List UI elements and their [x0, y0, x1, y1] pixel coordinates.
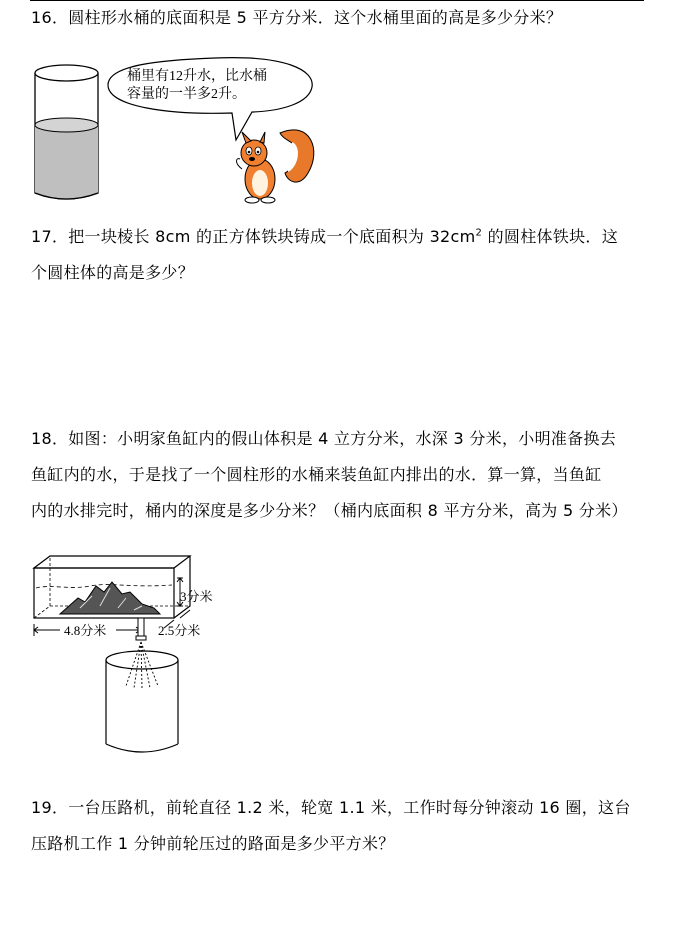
question-18 — [31, 421, 646, 529]
speech-bubble — [108, 58, 312, 140]
depth-label: 3分米 — [180, 589, 213, 604]
question-16-figure — [30, 55, 330, 219]
length-label: 4.8分米 — [64, 623, 107, 638]
water-spray — [126, 642, 158, 688]
rockery-icon — [60, 582, 160, 614]
question-18-figure — [30, 548, 230, 764]
question-18-line-3: 内的水排完时，桶内的深度是多少分米？（桶内底面积 8 平方分米，高为 5 分米） — [31, 501, 628, 520]
squirrel-icon — [237, 130, 314, 203]
fish-tank-diagram — [30, 548, 230, 760]
question-17-line-1: 17．把一块棱长 8cm 的正方体铁块铸成一个底面积为 $32cm^2$ 的圆柱体铁块．这 — [31, 227, 618, 246]
speech-line-1: 桶里有12升水，比水桶 — [127, 69, 267, 84]
cylinder-bucket-icon — [106, 651, 178, 752]
question-19 — [31, 790, 646, 862]
question-16 — [31, 0, 646, 36]
question-18-line-1: 18．如图：小明家鱼缸内的假山体积是 4 立方分米，水深 3 分米，小明准备换去 — [31, 429, 617, 448]
drain-pipe-icon — [136, 618, 146, 640]
speech-line-2: 容量的一半多2升。 — [127, 87, 246, 102]
question-18-line-2: 鱼缸内的水，于是找了一个圆柱形的水桶来装鱼缸内排出的水．算一算，当鱼缸 — [31, 465, 602, 484]
question-17 — [31, 219, 646, 291]
bucket-and-squirrel-illustration — [30, 55, 330, 215]
water-bucket-icon — [35, 65, 98, 199]
question-16-text: 16．圆柱形水桶的底面积是 5 平方分米．这个水桶里面的高是多少分米？ — [31, 8, 563, 27]
question-19-line-1: 19．一台压路机，前轮直径 1.2 米，轮宽 1.1 米，工作时每分钟滚动 16 圈，这台 — [31, 798, 631, 817]
width-label: 2.5分米 — [158, 623, 201, 638]
question-17-line-2: 个圆柱体的高是多少？ — [31, 263, 195, 282]
question-19-line-2: 压路机工作 1 分钟前轮压过的路面是多少平方米？ — [31, 834, 395, 853]
